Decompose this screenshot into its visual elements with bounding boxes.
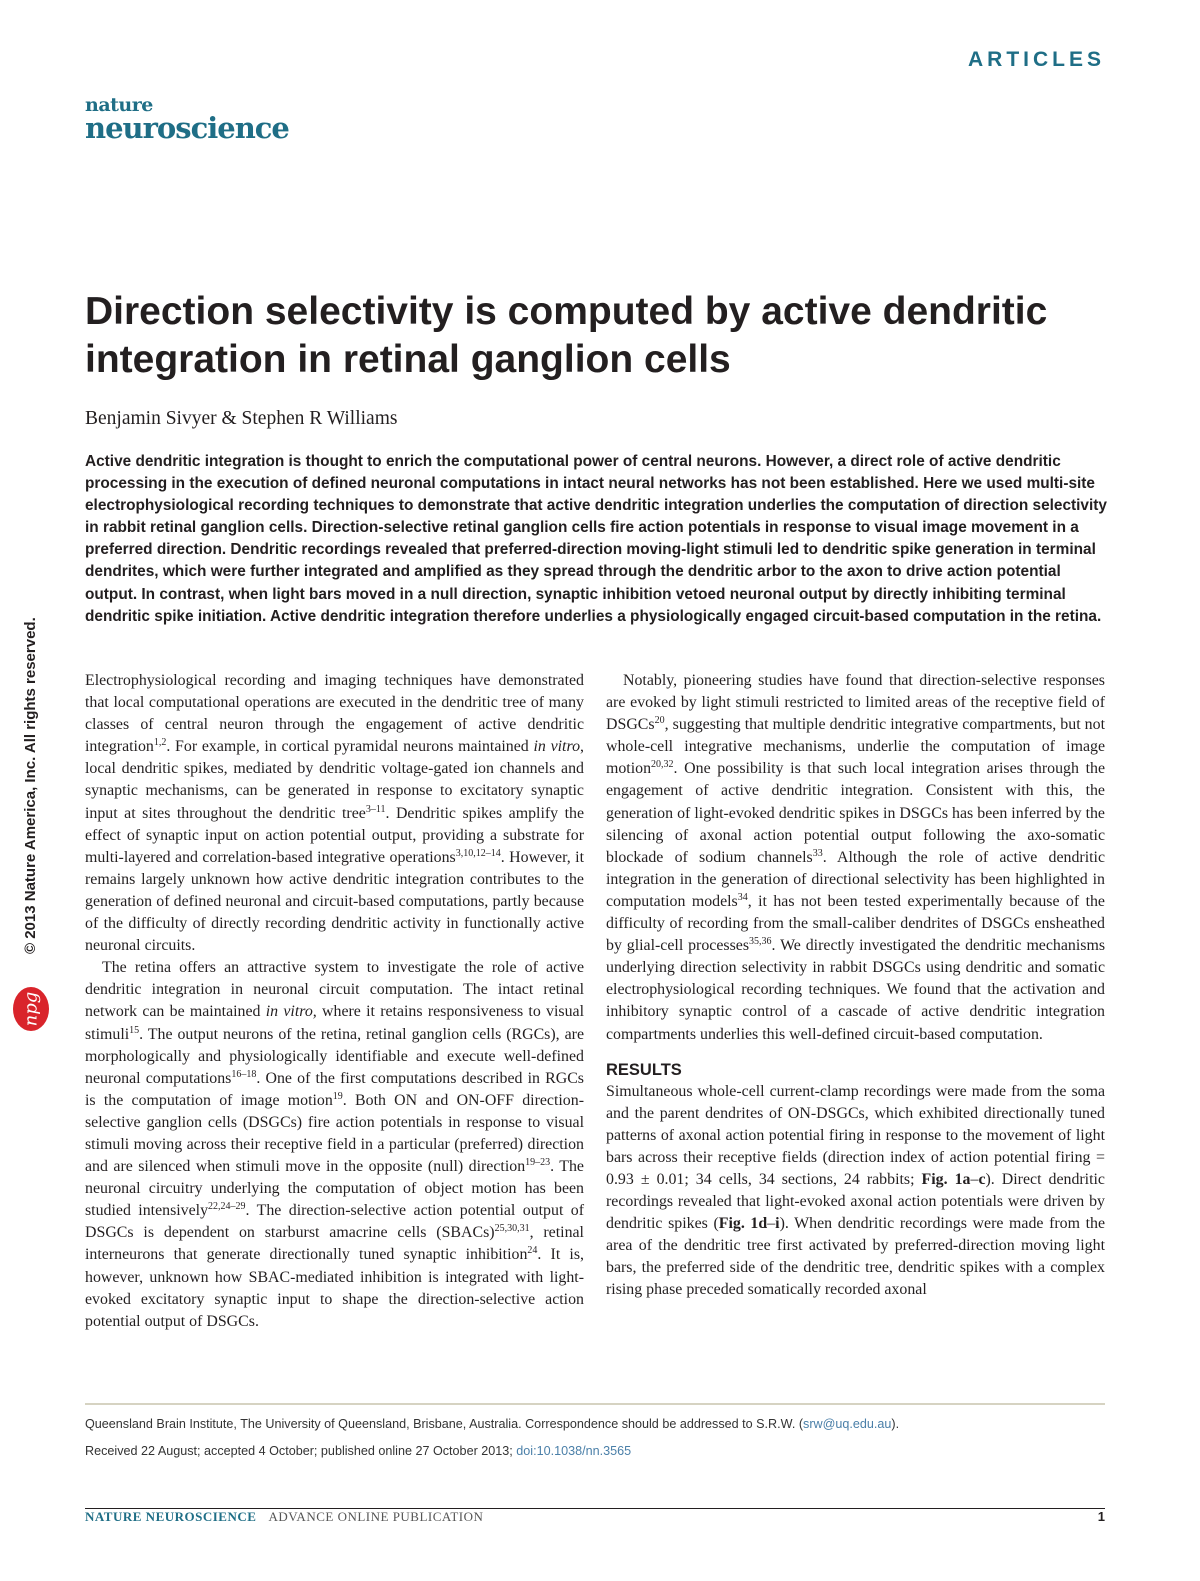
citation: 15 [129, 1024, 140, 1036]
citation: 19–23 [525, 1157, 551, 1169]
figure-reference: Fig. 1d [718, 1215, 768, 1233]
section-label: ARTICLES [968, 48, 1105, 71]
doi-link[interactable]: doi:10.1038/nn.3565 [516, 1444, 632, 1458]
citation: 20 [654, 715, 665, 727]
body-paragraph: Notably, pioneering studies have found that direction-selective responses are evoked by light stimuli restricted to limited areas of the receptive field of DSGCs$^{20}$, suggesting that multiple dendritic integrative compartments, but not whole-cell integrative mechanisms, underlie the computation of image motion$^{20,32}$. One possibility is that such local integration arises through the engagement of active dendritic integration. Consistent with this, the generation of light-evoked dendritic spikes in DSGCs has been inferred by the silencing of axonal action potential output following the axo-somatic blockade of sodium channels$^{33}$. Although the role of active dendritic integration in the generation of directional selectivity has been highlighted in computation models$^{34}$, it has not been tested experimentally because of the difficulty of recording from the small-caliber dendrites of DSGCs ensheathed by glial-cell processes$^{35,36}$. We directly investigated the dendritic mechanisms underlying direction selectivity in rabbit DSGCs using dendritic and somatic electrophysiological recording techniques. We found that the activation and inhibitory synaptic control of a cascade of active dendritic integration compartments underlies this well-defined circuit-based computation. [606, 672, 1106, 1043]
figure-reference: i [775, 1215, 780, 1233]
citation: 16–18 [231, 1068, 257, 1080]
figure-reference: c [978, 1170, 986, 1188]
body-column-right [606, 670, 1105, 1302]
publication-history: Received 22 August; accepted 4 October; published online 27 October 2013; doi:10.1038/nn.3565 [85, 1444, 632, 1458]
affiliation-footnote: Queensland Brain Institute, The University of Queensland, Brisbane, Australia. Correspondence should be addressed to S.R.W. (srw@uq.edu.au). [85, 1417, 900, 1431]
logo-nature: nature [85, 94, 153, 116]
citation: 20,32 [651, 759, 674, 771]
article-abstract: Active dendritic integration is thought to enrich the computational power of central neurons. However, a direct role of active dendritic processing in the execution of defined neuronal computations in intact neural networks has not been established. Here we used multi-site electrophysiological recording techniques to demonstrate that active dendritic integration underlies the computation of direction selectivity in rabbit retinal ganglion cells. Direction-selective retinal ganglion cells fire action potentials in response to visual image movement in a preferred direction. Dendritic recordings revealed that preferred-direction moving-light stimuli led to dendritic spike generation in terminal dendrites, which were further integrated and amplified as they spread through the dendritic arbor to the axon to drive action potential output. In contrast, when light bars moved in a null direction, synaptic inhibition vetoed neuronal output by directly inhibiting terminal dendritic spike initiation. Active dendritic integration therefore underlies a physiologically engaged circuit-based computation in the retina. [85, 453, 1107, 625]
citation: 33 [812, 847, 823, 859]
article-authors: Benjamin Sivyer & Stephen R Williams [85, 408, 398, 429]
article-title: Direction selectivity is computed by active dendritic integration in retinal ganglion cells [85, 290, 1048, 381]
body-paragraph: Simultaneous whole-cell current-clamp recordings were made from the soma and the parent dendrites of ON-DSGCs, which exhibited directionally tuned patterns of axonal action potential firing in response to the movement of light bars across their receptive fields (direction index of action potential firing = 0.93 ± 0.01; 34 cells, 34 sections, 24 rabbits; Fig. 1a–c). Direct dendritic recordings revealed that light-evoked axonal action potentials were driven by dendritic spikes (Fig. 1d–i). When dendritic recordings were made from the area of the dendritic tree first activated by preferred-direction moving light bars, the preferred side of the dendritic tree, dendritic spikes with a complex rising phase preceded somatically recorded axonal [606, 1082, 1105, 1299]
citation: 25,30,31 [494, 1223, 530, 1235]
npg-logo-icon [13, 987, 49, 1031]
journal-logo [85, 96, 289, 143]
journal-name: NATURE NEUROSCIENCE [85, 1509, 257, 1524]
logo-neuroscience: neuroscience [85, 111, 289, 145]
journal-footer [85, 1509, 483, 1525]
publication-type: ADVANCE ONLINE PUBLICATION [268, 1509, 484, 1524]
citation: 22,24–29 [208, 1201, 246, 1213]
npg-logo-text: npg [20, 991, 42, 1027]
citation: 24 [527, 1245, 538, 1257]
copyright-notice: © 2013 Nature America, Inc. All rights reserved. [22, 617, 39, 954]
citation: 3,10,12–14 [455, 847, 501, 859]
figure-reference: Fig. 1a [921, 1170, 971, 1188]
citation: 3–11 [365, 803, 386, 815]
body-column-left [85, 670, 584, 1333]
results-heading: RESULTS [606, 1060, 682, 1079]
citation: 19 [332, 1090, 343, 1102]
citation: 1,2 [153, 737, 167, 749]
footnote-divider [85, 1403, 1105, 1405]
email-link[interactable]: srw@uq.edu.au [803, 1417, 892, 1431]
page-number: 1 [1097, 1509, 1105, 1524]
body-paragraph: Electrophysiological recording and imaging techniques have demonstrated that local computational operations are executed in the dendritic tree of many classes of central neuron through the engagement of active dendritic integration$^{1,2}$. For example, in cortical pyramidal neurons maintained in vitro, local dendritic spikes, mediated by dendritic voltage-gated ion channels and synaptic mechanisms, can be generated in response to excitatory synaptic input at sites throughout the dendritic tree$^{3-11}$. Dendritic spikes amplify the effect of synaptic input on action potential output, providing a substrate for multi-layered and correlation-based integrative operations$^{3,10,12-14}$. However, it remains largely unknown how active dendritic integration contributes to the generation of defined neuronal and circuit-based computations, partly because of the difficulty of directly recording dendritic activity in functionally active neuronal circuits. [85, 672, 585, 955]
citation: 34 [737, 891, 748, 903]
citation: 35,36 [749, 936, 772, 948]
body-paragraph: The retina offers an attractive system to investigate the role of active dendritic integration in neuronal circuit computation. The intact retinal network can be maintained in vitro, where it retains responsiveness to visual stimuli$^{15}$. The output neurons of the retina, retinal ganglion cells (RGCs), are morphologically and physiologically identifiable and execute well-defined neuronal computations$^{16-18}$. One of the first computations described in RGCs is the computation of image motion$^{19}$. Both ON and ON-OFF direction-selective ganglion cells (DSGCs) fire action potentials in response to visual stimuli moving across their receptive field in a particular (preferred) direction and are silenced when stimuli move in the opposite (null) direction$^{19-23}$. The neuronal circuitry underlying the computation of object motion has been studied intensively$^{22,24-29}$. The direction-selective action potential output of DSGCs is dependent on starburst amacrine cells (SBACs)$^{25,30,31}$, retinal interneurons that generate directionally tuned synaptic inhibition$^{24}$. It is, however, unknown how SBAC-mediated inhibition is integrated with light-evoked excitatory synaptic input to shape the direction-selective action potential output of DSGCs. [85, 959, 585, 1330]
